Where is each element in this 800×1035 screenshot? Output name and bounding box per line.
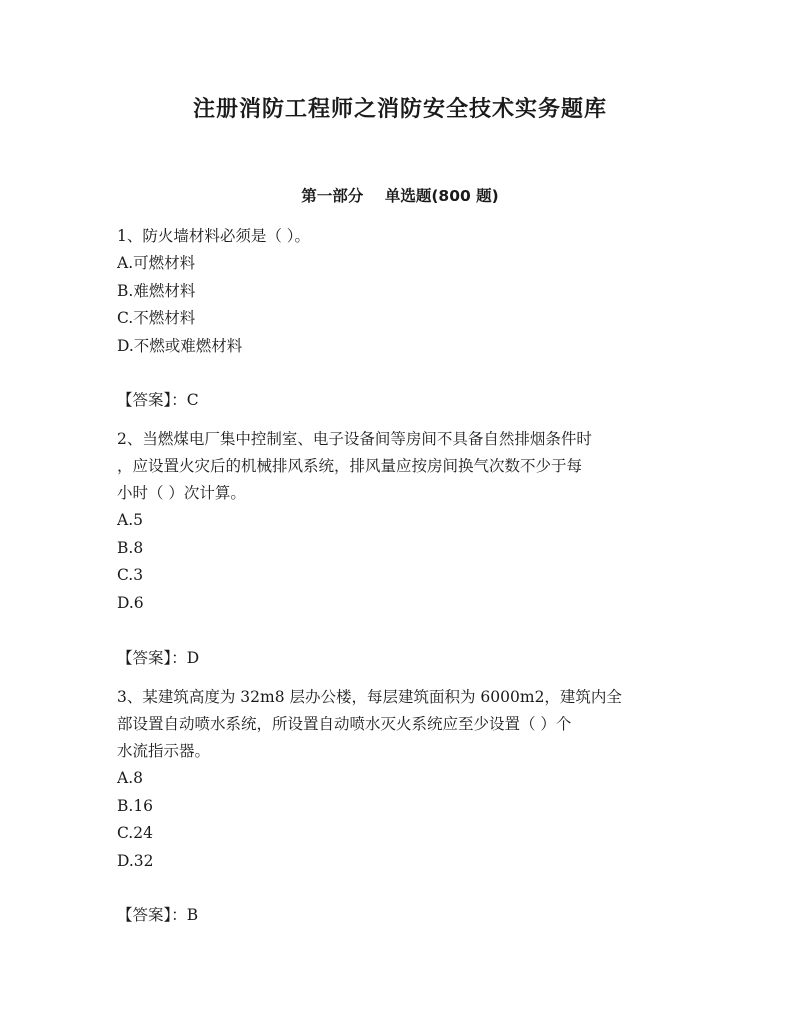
option-d: D.32 [117,851,154,870]
question-stem [117,426,687,507]
option-b: B.难燃材料 [117,281,196,300]
option-a: A.5 [117,511,143,529]
question-2 [117,426,687,617]
question-1 [117,223,687,360]
option-c: C.24 [117,824,153,842]
option-c: C.不燃材料 [117,309,196,327]
answer-2: 【答案】：D [117,649,200,667]
stem-line: ，应设置火灾后的机械排风系统，排风量应按房间换气次数不少于每 [117,457,583,475]
option-a: A.8 [117,769,143,787]
option-b: B.8 [117,538,144,557]
stem-line: 小时（ ）次计算。 [117,484,246,502]
question-stem [117,223,687,250]
option-c: C.3 [117,566,144,584]
option-d: D.不燃或难燃材料 [117,336,243,355]
stem-line: 1、防火墙材料必须是（ ）。 [117,227,311,245]
option-d: D.6 [117,593,144,612]
section-title: 第一部分 单选题(800 题) [301,187,499,205]
document-title: 注册消防工程师之消防安全技术实务题库 [192,97,607,122]
option-a: A.可燃材料 [117,254,196,272]
stem-line: 水流指示器。 [117,742,211,760]
question-3 [117,684,687,875]
answer-3: 【答案】：B [117,906,199,924]
stem-line: 部设置自动喷水系统，所设置自动喷水灭火系统应至少设置（ ）个 [117,715,572,733]
answer-1: 【答案】：C [117,391,199,409]
stem-line: 3、某建筑高度为 32m8 层办公楼，每层建筑面积为 6000m2，建筑内全 [117,688,622,706]
option-b: B.16 [117,796,154,815]
question-stem [117,684,687,765]
stem-line: 2、当燃煤电厂集中控制室、电子设备间等房间不具备自然排烟条件时 [117,430,592,448]
